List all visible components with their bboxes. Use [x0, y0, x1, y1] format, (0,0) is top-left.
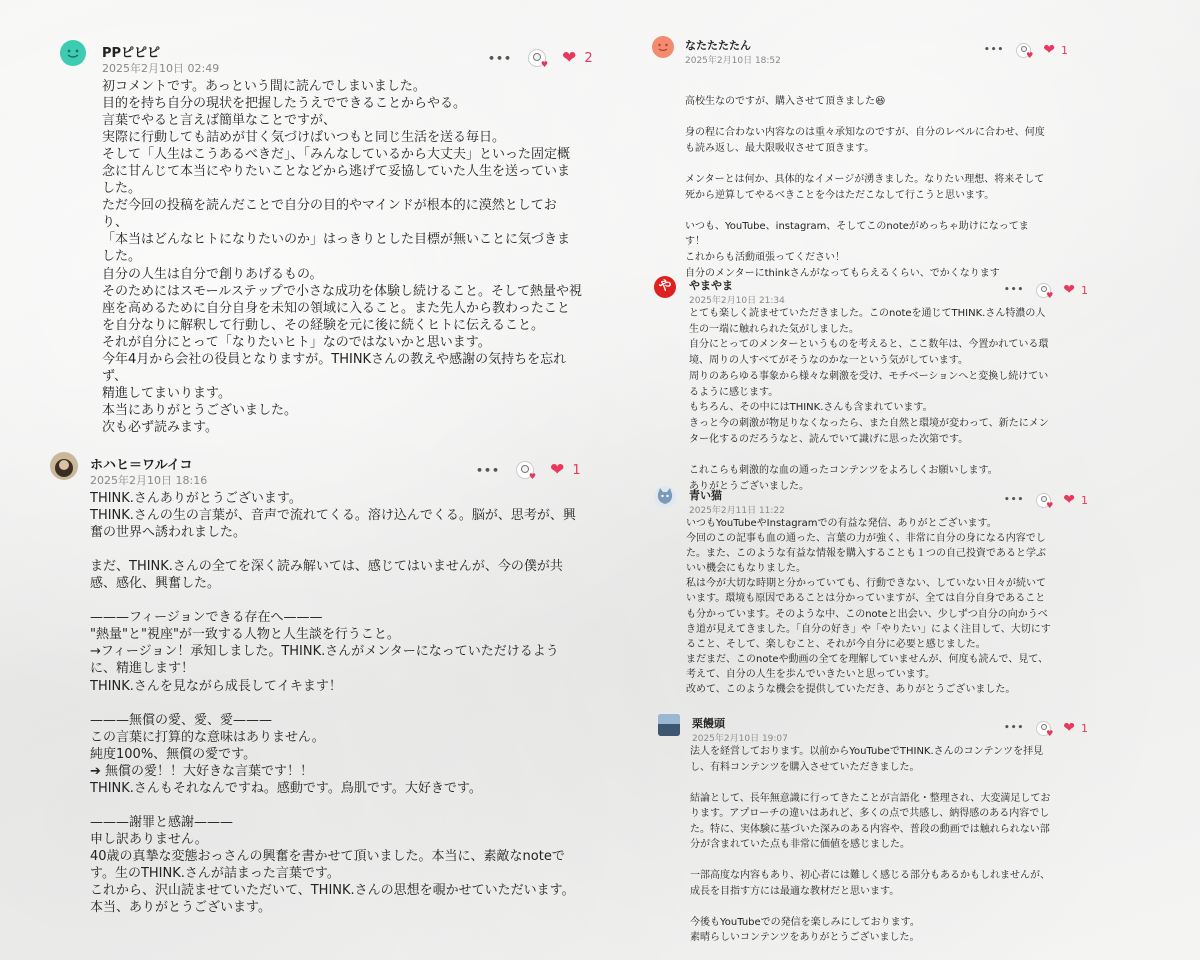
creator-like-avatar-icon: ♥ [516, 461, 534, 479]
comment-card [658, 714, 1098, 946]
like-count: 2 [584, 50, 593, 66]
comment-header [60, 40, 600, 80]
like-heart-icon[interactable]: ❤ [1063, 282, 1075, 298]
comment-card [654, 486, 1094, 696]
creator-like-avatar-icon: ♥ [1036, 493, 1051, 508]
commenter-name[interactable]: なたたたたん [685, 39, 751, 52]
comment-actions [476, 460, 581, 480]
comment-card [50, 452, 600, 942]
comment-date: 2025年2月10日 02:49 [102, 62, 220, 75]
creator-like-avatar-icon: ♥ [1036, 721, 1051, 736]
comment-body: いつもYouTubeやInstagramでの有益な発信、ありがとございます。 今回のこの記事も血の通った、言葉の力が強く、非常に自分の身になる内容でした。また、このような有益な情報を購入することも１つの自己投資であると学ぶいい機会にもなりました。 私は今が大切な時期と分かっていても、行動できない、していない日々が続いています。環境も原因であることは分かっていますが、全ては自分自身であることも分かっています。そのような中、このnoteと出会い、少しずつ自分の向かうべき道が見えてきました。「自分の好き」や「やりたい」によく注目して、大切にすること、そして、楽しむこと、それが今自分に必要と感じました。 まだまだ、このnoteや動画の全てを理解していませんが、何度も読んで、見て、考えて、自分の人生を歩んでいきたいと思っています。 改めて、このような機会を提供していただき、ありがとうございました。 [686, 518, 1051, 696]
like-heart-icon[interactable]: ❤ [1063, 492, 1075, 508]
comment-body: とても楽しく読ませていただきました。このnoteを通じてTHINK.さん特濃の人生の一端に触れられた気がしました。 自分にとってのメンターというものを考えると、ここ数年は、今置かれている環境、周りの人すべてがそうなのかな一という気がしています。 周りのあらゆる事象から様々な刺激を受け、モチベーションへと変換し続けているように感じます。 もちろん、その中にはTHINK.さんも含まれています。 きっと今の刺激が物足りなくなったら、また自然と環境が変わって、新たにメンター化するのだろうなと、読んでいて識げに思った次第です。 これこらも刺激的な血の通ったコンテンツをよろしくお願いします。 ありがとうございました。 [689, 308, 1049, 492]
comment-date: 2025年2月10日 18:16 [90, 474, 208, 487]
creator-like-avatar-icon: ♥ [1036, 283, 1051, 298]
more-options-icon[interactable]: ••• [476, 463, 501, 477]
comment-header [50, 452, 600, 492]
comment-card [654, 276, 1094, 492]
comment-card [60, 40, 600, 435]
comment-actions [984, 42, 1068, 58]
commenter-name[interactable]: 栗饅頭 [692, 717, 725, 730]
like-count: 1 [1081, 721, 1088, 735]
comment-body: 高校生なのですが、購入させて頂きました😆 身の程に合わない内容なのは重々承知なのですが、自分のレベルに合わせ、何度も読み返し、最大限吸収させて頂きます。 メンターとは何か、具体的なイメージが湧きました。なりたい理想、将来そして死から逆算してやるべきことを今はただこなして行こうと思います。 いつも、YouTube、instagram、そしてこのnoteがめっちゃ助けになってます！ これからも活動頑張ってください！ 自分のメンターにthinkさんがなってもらえるくらい、でかくなります [685, 96, 1045, 279]
like-count: 1 [1061, 43, 1068, 57]
like-count: 1 [1081, 493, 1088, 507]
commenter-name[interactable]: PPピピピ [102, 46, 161, 61]
cat-character-avatar-icon[interactable] [654, 486, 676, 508]
like-count: 1 [572, 462, 581, 478]
creator-like-avatar-icon: ♥ [1016, 43, 1031, 58]
more-options-icon[interactable]: ••• [1004, 723, 1025, 733]
more-options-icon[interactable]: ••• [1004, 285, 1025, 295]
ya-logo-avatar-icon[interactable] [654, 276, 676, 298]
more-options-icon[interactable]: ••• [1004, 495, 1025, 505]
more-options-icon[interactable]: ••• [488, 51, 513, 65]
like-count: 1 [1081, 283, 1088, 297]
comment-header [652, 36, 1092, 76]
creator-like-avatar-icon: ♥ [528, 49, 546, 67]
comment-body: 法人を経営しております。以前からYouTubeでTHINK.さんのコンテンツを拝見し、有料コンテンツを購入させていただきました。 結論として、長年無意識に行ってきたことが言語化・整理され、大変満足しております。アプローチの違いはあれど、多くの点で共感し、納得感のある内容でした。特に、実体験に基づいた深みのある内容や、普段の動画では触れられない部分が含まれていた点も非常に価値を感じました。 一部高度な内容もあり、初心者には難しく感じる部分もあるかもしれませんが、成長を目指す方には最適な教材だと思います。 今後もYouTubeでの発信を楽しみにしております。 素晴らしいコンテンツをありがとうございました。 [690, 746, 1051, 943]
like-heart-icon[interactable]: ❤ [562, 48, 577, 68]
like-heart-icon[interactable]: ❤ [1043, 42, 1055, 58]
comment-date: 2025年2月10日 19:07 [692, 734, 788, 744]
smiley-face-icon[interactable] [652, 36, 674, 58]
like-heart-icon[interactable]: ❤ [550, 460, 565, 480]
commenter-name[interactable]: ホハヒ＝ワルイコ [90, 458, 193, 473]
commenter-name[interactable]: 青い猫 [689, 489, 722, 502]
comment-actions [1004, 720, 1088, 736]
comment-body: 初コメントです。あっという間に読んでしまいました。 目的を持ち自分の現状を把握したうえでできることからやる。 言葉でやると言えば簡単なことですが、 実際に行動しても詰めが甘く気づけばいつもと同じ生活を送る毎日。 そして「人生はこうあるべきだ」、「みんなしているから大丈夫」といった固定概念に甘んじて本当にやりたいことなどから逃げて妥協していた人生を送っていました。 ただ今回の投稿を読んだことで自分の目的やマインドが根本的に漠然としており、 「本当はどんなヒトになりたいのか」はっきりとした目標が無いことに気づきました。 自分の人生は自分で創りあげるもの。 そのためにはスモールステップで小さな成功を体験し続けること。そして熱量や視座を高めるために自分自身を未知の領域に入ること。また先人から教わったことを自分なりに解釈して行動し、その経験を元に後に続くヒトに伝えること。 それが自分にとって「なりたいヒト」なのではないかと思います。 今年4月から会社の役員となりますが。THINKさんの教えや感謝の気持ちを忘れず、 精進してまいります。 本当にありがとうございました。 次も必ず読みます。 [102, 79, 582, 435]
comment-actions [488, 48, 593, 68]
user-photo-avatar-icon[interactable] [50, 452, 78, 480]
ya-logo-glyph: や [658, 279, 672, 294]
landscape-photo-avatar-icon[interactable] [658, 714, 680, 736]
comment-body: THINK.さんありがとうございます。 THINK.さんの生の言葉が、音声で流れてくる。溶け込んでくる。脳が、思考が、興奮の世界へ誘われました。 まだ、THINK.さんの全てを深く読み解いては、感じてはいませんが、今の僕が共感、感化、興奮した。 ———フィージョンできる存在へ——— "熱量"と"視座"が一致する人物と人生談を行うこと。 →フィージョン！承知しました。THINK.さんがメンターになっていただけるように、精進します！ THINK.さんを見ながら成長してイキます！ ———無償の愛、愛、愛——— この言葉に打算的な意味はありません。 純度100%、無償の愛です。 ➔ 無償の愛！！大好きな言葉です！！ THINK.さんもそれなんですね。感動です。鳥肌です。大好きです。 ———謝罪と感謝——— 申し訳ありません。 40歳の真摯な変態おっさんの興奮を書かせて頂いました。本当に、素敵なnoteです。生のTHINK.さんが詰まった言葉です。 これから、沢山読ませていただいて、THINK.さんの思想を覗かせていただいます。 本当、ありがとうございます。 [90, 491, 576, 916]
comment-date: 2025年2月11日 11:22 [689, 506, 785, 516]
comment-actions [1004, 282, 1088, 298]
comment-card [652, 36, 1092, 279]
more-options-icon[interactable]: ••• [984, 45, 1005, 55]
comment-actions [1004, 492, 1088, 508]
comment-date: 2025年2月10日 21:34 [689, 296, 785, 306]
smiley-face-icon[interactable] [60, 40, 86, 66]
comment-date: 2025年2月10日 18:52 [685, 56, 781, 66]
commenter-name[interactable]: やまやま [689, 279, 733, 292]
like-heart-icon[interactable]: ❤ [1063, 720, 1075, 736]
